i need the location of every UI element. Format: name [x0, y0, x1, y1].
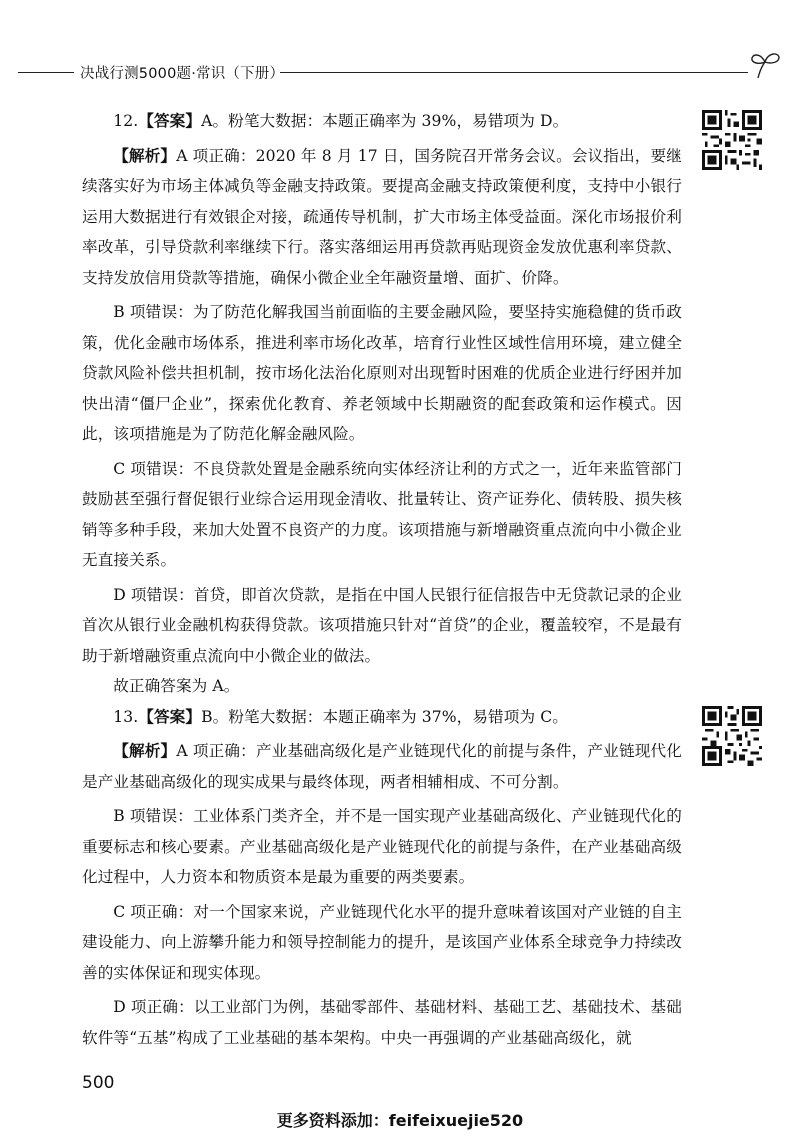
q12-answer	[82, 106, 682, 137]
footer-note: 更多资料添加：feifeixuejie520	[276, 1111, 524, 1130]
answer-tag: 【答案】	[138, 111, 202, 130]
q12-analysis-a	[82, 141, 682, 294]
book-title: 决战行测5000题·常识（下册）	[80, 66, 285, 82]
q13-option-d: D 项正确：以工业部门为例，基础零部件、基础材料、基础工艺、基础技术、基础软件等“五基”构成了工业基础的基本架构。中央一再强调的产业基础高级化，就	[82, 998, 682, 1047]
page-header	[18, 46, 782, 86]
qr-code-icon[interactable]	[698, 110, 766, 170]
analysis-tag: 【解析】	[113, 741, 177, 760]
q13-answer-text: B。粉笔大数据：本题正确率为 37%，易错项为 C。	[201, 707, 568, 726]
header-rule-left	[18, 72, 74, 73]
q13-analysis-a-text: A 项正确：产业基础高级化是产业链现代化的前提与条件，产业链现代化是产业基础高级化的现实成果与最终体现，两者相辅相成、不可分割。	[82, 742, 682, 791]
q13-option-c: C 项正确：对一个国家来说，产业链现代化水平的提升意味着该国对产业链的自主建设能力、向上游攀升能力和领导控制能力的提升，是该国产业体系全球竞争力持续改善的实体保证和现实体现。	[82, 902, 682, 982]
q12-option-d: D 项错误：首贷，即首次贷款，是指在中国人民银行征信报告中无贷款记录的企业首次从银行业金融机构获得贷款。该项措施只针对“首贷”的企业，覆盖较窄，不是最有助于新增融资重点流向中小微企业的做法。	[82, 585, 682, 665]
q12-conclusion: 故正确答案为 A。	[113, 677, 240, 695]
q12-answer-text: A。粉笔大数据：本题正确率为 39%，易错项为 D。	[201, 112, 569, 130]
q13-option-b: B 项错误：工业体系门类齐全，并不是一国实现产业基础高级化、产业链现代化的重要标志和核心要素。产业基础高级化是产业链现代化的前提与条件，在产业基础高级化过程中，人力资本和物质资本是最为重要的两类要素。	[82, 807, 682, 886]
answer-tag: 【答案】	[138, 706, 202, 726]
q13-analysis-a	[82, 736, 682, 797]
q12-analysis-a-text: A 项正确：2020 年 8 月 17 日，国务院召开常务会议。会议指出，要继续落实好为市场主体减负等金融支持政策。要提高金融支持政策便利度，支持中小银行运用大数据进行有效银企对接，疏通传导机制，扩大市场主体受益面。深化市场报价利率改革，引导贷款利率继续下行。落实落细运用再贷款再贴现资金发放优惠利率贷款、支持发放信用贷款等措施，确保小微企业全年融资量增、面扩、价降。	[82, 146, 682, 287]
analysis-tag: 【解析】	[113, 145, 177, 165]
qr-code-icon[interactable]	[698, 706, 766, 766]
q13-number: 13.	[113, 707, 139, 726]
sprout-icon	[748, 48, 782, 80]
q13-answer	[82, 702, 682, 733]
page-content	[82, 106, 682, 1053]
q12-option-b: B 项错误：为了防范化解我国当前面临的主要金融风险，要坚持实施稳健的货币政策，优化金融市场体系，推进利率市场化改革，培育行业性区域性信用环境，建立健全贷款风险补偿共担机制，按市场化法治化原则对出现暂时困难的优质企业进行纾困并加快出清“僵尸企业”，探索优化教育、养老领域中长期融资的配套政策和运作模式。因此，该项措施是为了防范化解金融风险。	[82, 303, 682, 443]
header-rule-right	[280, 72, 748, 73]
q12-number: 12.	[113, 112, 139, 130]
page-number: 500	[82, 1073, 115, 1093]
q12-option-c: C 项错误：不良贷款处置是金融系统向实体经济让利的方式之一，近年来监管部门鼓励甚至强行督促银行业综合运用现金清收、批量转让、资产证券化、债转股、损失核销等多种手段，来加大处置不良资产的力度。该项措施与新增融资重点流向中小微企业无直接关系。	[82, 459, 682, 569]
